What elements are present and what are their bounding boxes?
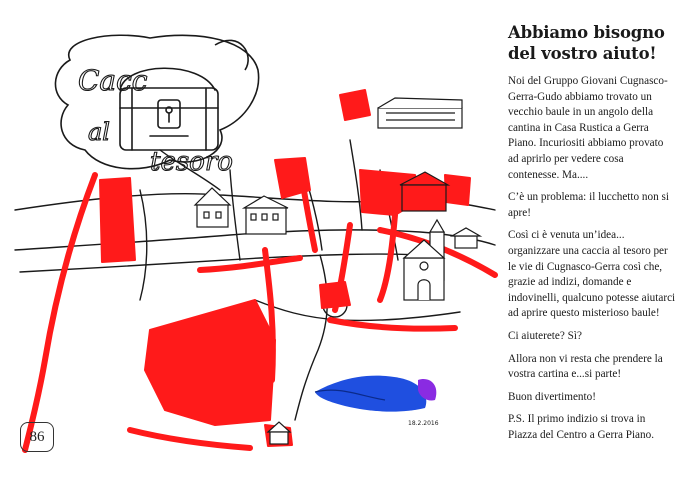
page-number: 86 [20,422,54,452]
paragraph-question: Ci aiuterete? Sì? [508,329,582,342]
title-art-word-1: Cacc [78,64,148,97]
building-modern [378,98,462,128]
paragraph-ps: P.S. Il primo indizio si trova in Piazza del Centro a Gerra Piano. [508,413,655,441]
title-art-word-2: al [88,118,110,146]
paragraph-start: Allora non vi resta che prendere la vostra cartina e...si parte! [508,352,663,381]
paragraph-idea: Così ci è venuta un’idea... organizzare una caccia al tesoro per le vie di Cugnasco-Gerra così che, grazie ad indizi, domande e indovinelli, qualcuno potesse aiutarci ad aprire questo misterioso baule! [508,229,676,320]
building-kiosk [452,228,480,248]
artist-signature: 18.2.2016 [408,420,439,427]
article [508,22,676,450]
paragraph-problem: C’è un problema: il lucchetto non si apre! [508,191,669,219]
building-house-2 [244,196,288,234]
river [315,376,436,412]
article-heading: Abbiamo bisogno del vostro aiuto! [508,23,665,63]
paragraph-fun: Buon divertimento! [508,390,596,403]
paragraph-intro: Noi del Gruppo Giovani Cugnasco-Gerra-Gudo abbiamo trovato un vecchio baule in un angolo della cantina in Casa Rustica a Gerra Piano. Incuriositi abbiamo provato ad aprirlo per vedere cosa contenesse. Ma.... [508,75,668,181]
title-art-word-3: tesoro [150,147,233,177]
